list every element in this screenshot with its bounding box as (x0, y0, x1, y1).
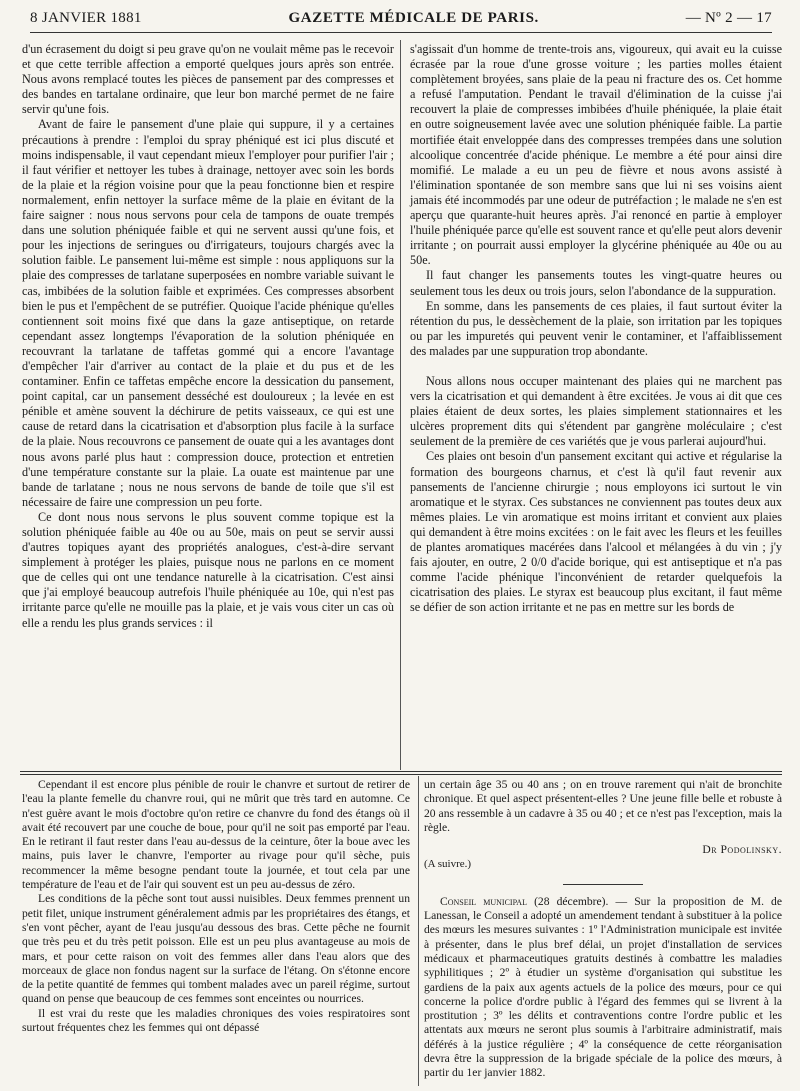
feuilleton-right (424, 778, 782, 1086)
feuilleton-divider-double (20, 774, 782, 775)
to-be-continued: (A suivre.) (424, 858, 472, 871)
left-column (22, 42, 394, 768)
header-date: 8 JANVIER 1881 (30, 10, 142, 26)
paragraph: un certain âge 35 ou 40 ans ; on en trouve rarement qui n'ait de bronchite chronique. Et quel aspect présentent-elles ? Une jeune fille belle et robuste à 20 ans ressemble à un cadavre à 35 ou 40 ; et ce n'est pas l'exception, mais la règle. (424, 778, 782, 834)
news-text: — Sur la proposition de M. de Lanessan, le Conseil a adopté un amendement tendant à substituer à la police des mœurs les mesures suivantes : 1º l'Administration municipale est invitée à présenter, dans le plus bref délai, un projet d'installation de services médicaux et pharmaceutiques gratuits destinés à combattre les maladies syphilitiques ; 2º à étudier un système d'organisation qui substitue les gardiens de la paix aux agents actuels de la police des mœurs, pour ce qui concerne la police d'ordre public à l'égard des femmes qui se livrent à la prostitution ; 3º les délits et contraventions contre l'ordre public et les attentats aux mœurs ne seront plus soumis à l'arbitraire administratif, mais déférés à la justice régulière ; 4º la conséquence de cette réorganisation devra être la suppression de la brigade spéciale de la police des mœurs, à partir du 1er janvier 1882. (424, 894, 783, 1080)
header-issue: — Nº 2 — 17 (685, 10, 772, 26)
feuilleton-left (22, 778, 410, 1086)
column-divider (400, 40, 401, 770)
paragraph: Avant de faire le pansement d'une plaie qui suppure, il y a certaines précautions à prendre : l'emploi du spray phéniqué est ici plus discuté et moins indispensable, il vaut cependant mieux l'employer pour purifier l'air ; il faut vérifier et nettoyer les tubes à drainage, nettoyer avec soin les bords de la plaie et la région voisine pour que la peau fonctionne bien et respire normalement, enfin nettoyer la surface même de la plaie en évitant de la faire saigner : nous nous servons pour cela de tampons de ouate trempés dans une solution phéniquée faible et qui ne servent aussi qu'une fois, et pour les injections de seringues ou d'irrigateurs, toujours chargés avec la solution faible. Le pansement lui-même est simple : nous appliquons sur la plaie des compresses de tarlatane superposées en nombre variable suivant le cas, imbibées de la solution faible et exprimées. Ces compresses absorbent bien le pus et l'empêchent de se putréfier. Quoique l'acide phénique qu'elles contiennent soit moins fixé que dans la gaze antiseptique, on retarde cependant assez longtemps l'évaporation de la solution phéniquée en recouvrant la tarlatane de taffetas gommé qui a encore l'avantage d'empêcher l'air d'arriver au contact de la plaie et du pus et de les contaminer. Enfin ce taffetas empêche encore la dessication du pansement, point capital, car un pansement desséché est douloureux ; la levée en est pénible et amène souvent la déchirure de petits vaisseaux, ce qui est une cause de retard dans la cicatrisation et d'absorption plus facile à la surface de la plaie. Nous recouvrons ce pansement de ouate qui a les avantages dont nous avons parlé plus haut : compression douce, protection et entretien d'une température constante sur la plaie. La ouate est maintenue par une bande de tarlatane ; nous ne nous servons de bande de toile que s'il est nécessaire de faire une compression un peu forte. (22, 117, 394, 509)
short-divider (563, 884, 643, 885)
header-title: GAZETTE MÉDICALE DE PARIS. (288, 10, 539, 26)
paragraph: Nous allons nous occuper maintenant des plaies qui ne marchent pas vers la cicatrisation et qui demandent à être excitées. Je vous ai dit que ces plaies étaient de deux sortes, les plaies simplement stationnaires et les ulcères proprement dits qui s'étendent par gangrène moléculaire ; c'est seulement de la première de ces variétés que je vous parlerai aujourd'hui. (410, 373, 782, 449)
news-item (424, 895, 782, 1081)
right-column (410, 42, 782, 768)
footer-column-divider (418, 776, 419, 1086)
paragraph: En somme, dans les pansements de ces plaies, il faut surtout éviter la rétention du pus, le dessèchement de la plaie, son irritation par les topiques ou par les impuretés qui peuvent venir le contaminer, et l'affaiblissement des malades par une suppuration trop abondante. (410, 298, 782, 358)
paragraph: Les conditions de la pêche sont tout aussi nuisibles. Deux femmes prennent un petit filet, unique instrument généralement admis par les propriétaires des étangs, et s'en vont pêcher, ayant de l'eau jusqu'au dessous des bras. Cette pêche ne fournit que très peu et du très petit poisson. Elle est un peu plus avantageuse au mois de mars, et pour cette raison on voit des femmes aller dans l'eau alors que des morceaux de glace non fondus nagent sur la surface de l'étang. On s'étonne encore de la petite quantité de femmes qui tombent malades avec un pareil régime, surtout quand on pense que beaucoup de ces femmes sont enceintes ou nourrices. (22, 892, 410, 1006)
paragraph: Cependant il est encore plus pénible de rouir le chanvre et surtout de retirer de l'eau la plante femelle du chanvre roui, qui ne mûrit que très tard en automne. Ce n'est guère avant le mois d'octobre qu'on retire ce chanvre du fond des étangs où il avait été recouvert par une couche de boue, pour qu'il ne soit pas emporté par l'eau. En le retirant il faut rester dans l'eau au-dessus de la ceinture, ôter la boue avec les mains, puis laver le chanvre, l'emporter au rivage pour qu'il sèche, puis recommencer la même besogne pendant toute la journée, et tout cela par une température de l'eau et de l'air qui souvent est un peu au-dessus de zéro. (22, 778, 410, 892)
page-header (30, 10, 772, 33)
feuilleton-divider (20, 771, 782, 772)
author-signature: Dr Podolinsky. (702, 843, 782, 857)
paragraph: Ces plaies ont besoin d'un pansement excitant qui active et régularise la formation des bourgeons charnus, et c'est là qu'il faut revenir aux pansements de l'ancienne chirurgie ; nous employons ici surtout le vin aromatique et le styrax. Ces substances ne conviennent pas toutes deux aux mêmes plaies. Le vin aromatique est moins irritant et convient aux plaies qui demandent à être moins excitées : on le fait avec les fleurs et les feuilles de plantes aromatiques macérées dans l'alcool et mélangées à du vin ; j'y fais ajouter, en outre, 2 0/0 d'acide borique, qui est antiseptique et n'a pas comme l'acide phénique l'inconvénient de retarder quelquefois la cicatrisation des plaies. Le styrax est beaucoup plus excitant, il faut même se défier de son action irritante et ne pas en mettre sur les bords de (410, 449, 782, 615)
paragraph: Il faut changer les pansements toutes les vingt-quatre heures ou seulement tous les deux ou trois jours, selon l'abondance de la suppuration. (410, 268, 782, 298)
paragraph: Ce dont nous nous servons le plus souvent comme topique est la solution phéniquée faible au 40e ou au 50e, mais on peut se servir aussi d'autres topiques ayant des propriétés analogues, c'est-à-dire servant simplement à protéger les plaies, puisque nous ne parlons en ce moment que de celles qui ont une tendance naturelle à la cicatrisation. C'est ainsi que j'ai employé beaucoup autrefois l'huile phéniquée au 10e, qui n'est pas irritante parce qu'elle ne mouille pas la plaie, et je vais vous citer un cas où elle a rendu les plus grands services : il (22, 509, 394, 630)
paragraph: d'un écrasement du doigt si peu grave qu'on ne voulait même pas le recevoir et que cette terrible affection a emporté quelques jours après son entrée. Nous avons remplacé toutes les pièces de pansement par des compresses et des bandes en tartalane ordinaire, que leur bon marché permet de ne faire servir qu'une fois. (22, 42, 394, 117)
news-heading: Conseil municipal (440, 894, 527, 908)
news-date: (28 décembre). (526, 894, 609, 908)
paragraph: Il est vrai du reste que les maladies chroniques des voies respiratoires sont surtout fréquentes chez les femmes qui ont dépassé (22, 1006, 410, 1035)
paragraph: s'agissait d'un homme de trente-trois ans, vigoureux, qui avait eu la cuisse écrasée par la roue d'une grosse voiture ; les parties molles étaient complètement broyées, sans plaie de la peau ni fracture des os. Cet homme a refusé l'amputation. Pendant le travail d'élimination de la cuisse j'ai recouvert la plaie de compresses imbibées d'huile phéniquée, la plaie était en outre soigneusement lavée avec une solution phéniquée faible. La partie mortifiée était enveloppée dans des compresses trempées dans une solution alcoolique concentrée d'acide phénique. Le membre a été pour ainsi dire momifié. Le malade a eu un peu de fièvre et nous avons assisté à l'élimination spontanée de son membre sans que lui ni ses voisins aient jamais été incommodés par une odeur de putréfaction ; le malade ne s'en est aperçu que quarante-huit heures après. J'ai renoncé en partie à employer l'huile phéniquée parce qu'elle est souvent rance et qu'elle peut alors devenir irritante ; on pourrait aussi employer la glycérine phéniquée au 40e ou au 50e. (410, 42, 782, 268)
